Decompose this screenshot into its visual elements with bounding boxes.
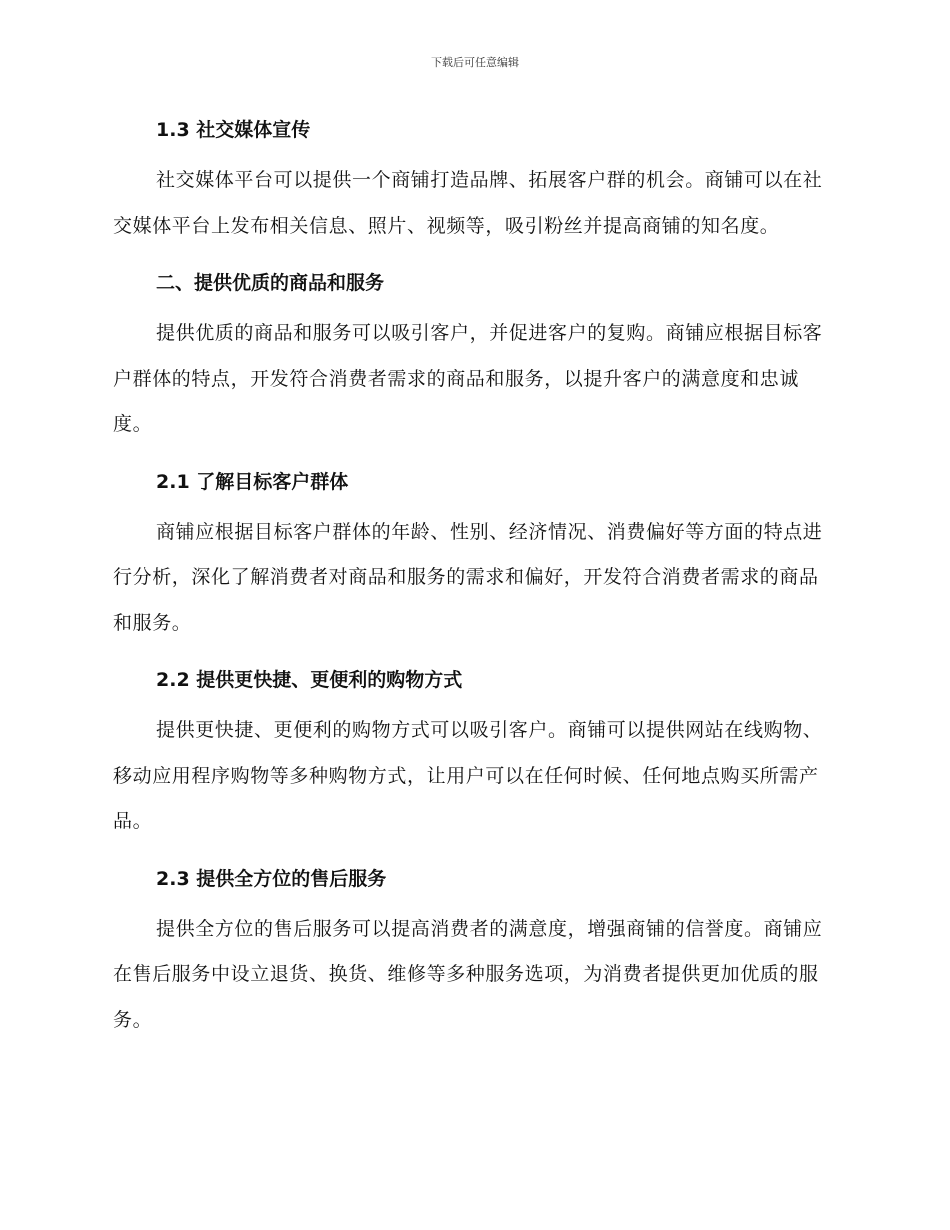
section-heading-2-3: 2.3 提供全方位的售后服务 <box>156 867 387 890</box>
section-paragraph-2-2: 提供更快捷、更便利的购物方式可以吸引客户。商铺可以提供网站在线购物、移动应用程序购物等多种购物方式，让用户可以在任何时候、任何地点购买所需产品。 <box>113 719 823 832</box>
section-heading-2: 二、提供优质的商品和服务 <box>156 272 385 294</box>
section-paragraph-2: 提供优质的商品和服务可以吸引客户，并促进客户的复购。商铺应根据目标客户群体的特点，开发符合消费者需求的商品和服务，以提升客户的满意度和忠诚度。 <box>113 322 823 435</box>
section-heading-2-1: 2.1 了解目标客户群体 <box>156 470 349 493</box>
section-heading-2-2: 2.2 提供更快捷、更便利的购物方式 <box>156 669 463 691</box>
header-note: 下载后可任意编辑 <box>431 56 519 69</box>
section-heading-1-3: 1.3 社交媒体宣传 <box>156 119 311 141</box>
section-paragraph-2-1: 商铺应根据目标客户群体的年龄、性别、经济情况、消费偏好等方面的特点进行分析，深化了解消费者对商品和服务的需求和偏好，开发符合消费者需求的商品和服务。 <box>113 520 823 634</box>
section-paragraph-1-3: 社交媒体平台可以提供一个商铺打造品牌、拓展客户群的机会。商铺可以在社交媒体平台上发布相关信息、照片、视频等，吸引粉丝并提高商铺的知名度。 <box>113 169 823 237</box>
section-paragraph-2-3: 提供全方位的售后服务可以提高消费者的满意度，增强商铺的信誉度。商铺应在售后服务中设立退货、换货、维修等多种服务选项，为消费者提供更加优质的服务。 <box>113 917 823 1031</box>
document-body <box>113 108 833 1055</box>
